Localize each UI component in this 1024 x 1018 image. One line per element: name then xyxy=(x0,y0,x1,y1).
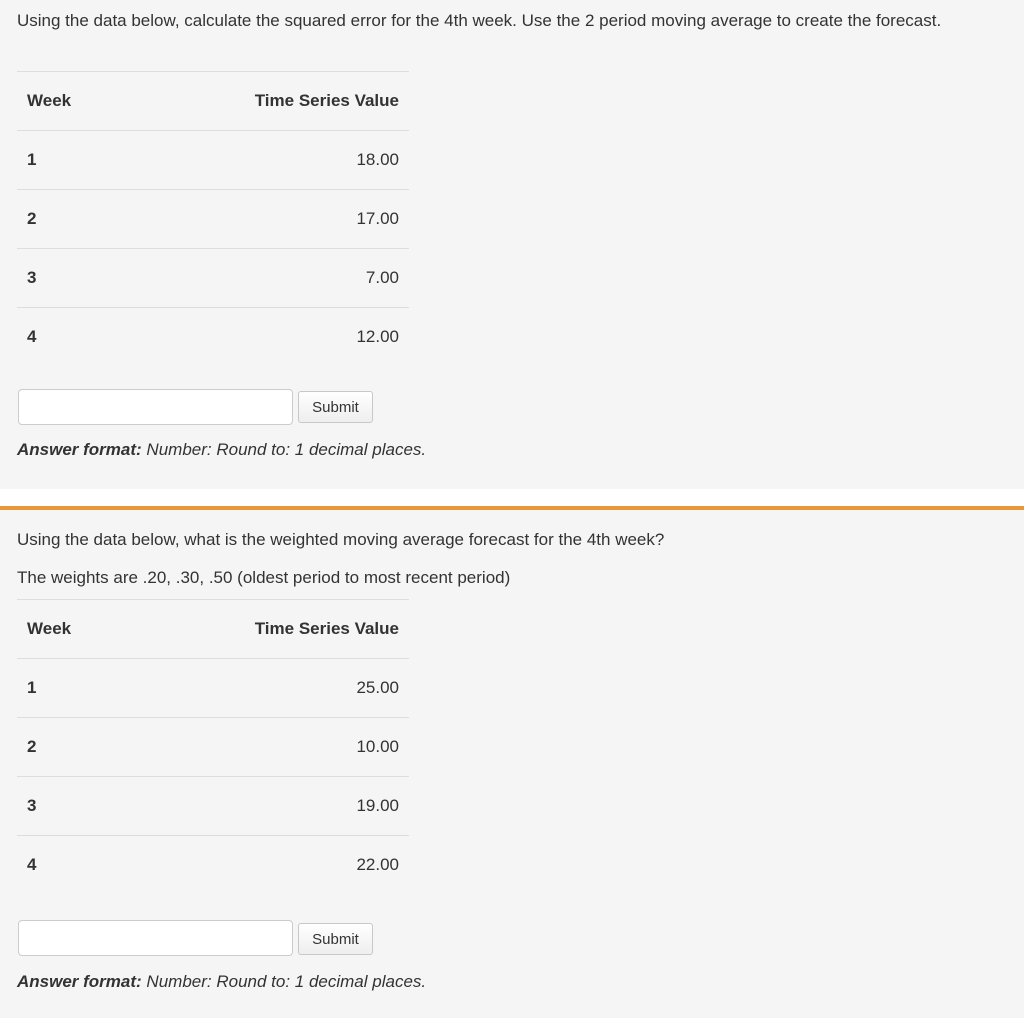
submit-button[interactable]: Submit xyxy=(298,923,373,955)
value-cell: 19.00 xyxy=(127,777,409,836)
value-cell: 7.00 xyxy=(127,249,409,308)
column-header-week: Week xyxy=(17,72,127,131)
week-cell: 1 xyxy=(17,659,127,718)
table-header-row xyxy=(17,72,409,131)
value-cell: 12.00 xyxy=(127,308,409,367)
question-2-prompt: Using the data below, what is the weighted moving average forecast for the 4th week? xyxy=(17,530,665,549)
answer-input[interactable] xyxy=(18,389,293,425)
question-2-weights-note: The weights are .20, .30, .50 (oldest period to most recent period) xyxy=(17,568,511,587)
week-cell: 3 xyxy=(17,249,127,308)
week-cell: 1 xyxy=(17,131,127,190)
table-row xyxy=(17,777,409,836)
question-1-prompt: Using the data below, calculate the squared error for the 4th week. Use the 2 period moving average to create the forecast. xyxy=(17,11,942,30)
answer-format-text: Number: Round to: 1 decimal places. xyxy=(146,972,427,991)
question-1-data-table xyxy=(17,71,409,366)
table-row xyxy=(17,131,409,190)
week-cell: 4 xyxy=(17,308,127,367)
value-cell: 17.00 xyxy=(127,190,409,249)
value-cell: 18.00 xyxy=(127,131,409,190)
value-cell: 10.00 xyxy=(127,718,409,777)
table-header-row xyxy=(17,600,409,659)
column-header-week: Week xyxy=(17,600,127,659)
column-header-time-series-value: Time Series Value xyxy=(127,72,409,131)
answer-format-note xyxy=(17,972,426,992)
submit-button[interactable]: Submit xyxy=(298,391,373,423)
week-cell: 2 xyxy=(17,190,127,249)
question-2-panel xyxy=(0,506,1024,1018)
column-header-time-series-value: Time Series Value xyxy=(127,600,409,659)
table-row xyxy=(17,190,409,249)
table-row xyxy=(17,308,409,367)
table-row xyxy=(17,718,409,777)
table-row xyxy=(17,249,409,308)
answer-format-note xyxy=(17,440,426,460)
answer-format-text: Number: Round to: 1 decimal places. xyxy=(146,440,427,459)
week-cell: 2 xyxy=(17,718,127,777)
value-cell: 22.00 xyxy=(127,836,409,895)
answer-format-label: Answer format: xyxy=(17,972,142,991)
answer-input[interactable] xyxy=(18,920,293,956)
question-1-panel xyxy=(0,0,1024,489)
table-row xyxy=(17,836,409,895)
week-cell: 3 xyxy=(17,777,127,836)
week-cell: 4 xyxy=(17,836,127,895)
question-2-data-table xyxy=(17,599,409,894)
value-cell: 25.00 xyxy=(127,659,409,718)
table-row xyxy=(17,659,409,718)
answer-format-label: Answer format: xyxy=(17,440,142,459)
